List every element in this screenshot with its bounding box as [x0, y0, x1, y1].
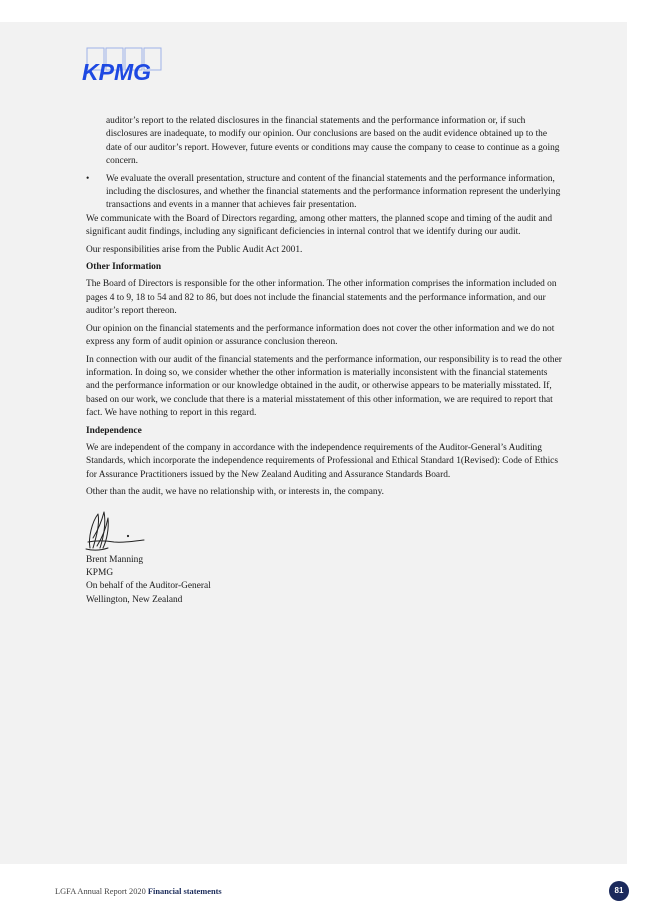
other-info-paragraph-1: The Board of Directors is responsible for the other information. The other information comprises the information included on pages 4 to 9, 18 to 54 and 82 to 86, but does not include the financial statements and the performance information, and our auditor’s report thereon. — [86, 279, 557, 317]
signatory-capacity: On behalf of the Auditor-General — [86, 581, 211, 592]
other-info-paragraph-2: Our opinion on the financial statements and the performance information does not cover the other information and we do not express any form of audit opinion or assurance conclusion thereon. — [86, 323, 555, 348]
kpmg-logo — [81, 47, 167, 83]
signatory-firm: KPMG — [86, 567, 114, 578]
signatory-name: Brent Manning — [86, 554, 144, 565]
communication-paragraph: We communicate with the Board of Directors regarding, among other matters, the planned scope and timing of the audit and significant audit findings, including any significant deficiencies in internal control that we identify during our audit. — [86, 213, 553, 238]
footer-report-title: LGFA Annual Report 2020 — [55, 887, 146, 896]
independence-paragraph-1: We are independent of the company in accordance with the independence requirements of the Auditor-General’s Auditing Standards, which incorporate the independence requirements of Professional and Ethical Standard 1(Revised): Code of Ethics for Assurance Practitioners issued by the New Zealand Auditing and Assurance Standards Board. — [86, 442, 558, 480]
svg-text:KPMG: KPMG — [82, 59, 151, 83]
independence-heading: Independence — [86, 425, 142, 436]
signature-image — [84, 508, 146, 552]
footer-section-title: Financial statements — [147, 887, 222, 896]
continuation-paragraph: auditor’s report to the related disclosures in the financial statements and the performance information or, if such disclosures are inadequate, to modify our opinion. Our conclusions are based on the audit evidence obtained up to the date of our auditor’s report. However, future events or conditions may cause the company to cease to continue as a going concern. — [106, 116, 560, 167]
other-info-paragraph-3: In connection with our audit of the financial statements and the performance information, our responsibility is to read the other information. In doing so, we consider whether the other information is materially inconsistent with the financial statements and the performance information or our knowledge obtained in the audit, or otherwise appears to be materially misstated. If, based on our work, we conclude that there is a material misstatement of this other information, we are required to report that fact. We have nothing to report in this regard. — [86, 354, 562, 419]
bullet-marker: • — [86, 173, 90, 184]
report-body — [86, 115, 562, 607]
footer — [55, 887, 222, 896]
independence-paragraph-2: Other than the audit, we have no relationship with, or interests in, the company. — [86, 487, 385, 498]
signatory-location: Wellington, New Zealand — [86, 594, 183, 605]
bullet-item — [86, 173, 562, 213]
bullet-text: We evaluate the overall presentation, structure and content of the financial statements and the performance information, including the disclosures, and whether the financial statements and the performance information represent the underlying transactions and events in a manner that achieves fair presentation. — [106, 173, 561, 211]
other-information-heading: Other Information — [86, 262, 162, 273]
responsibilities-paragraph: Our responsibilities arise from the Public Audit Act 2001. — [86, 244, 303, 255]
page-number-badge: 81 — [609, 881, 629, 901]
